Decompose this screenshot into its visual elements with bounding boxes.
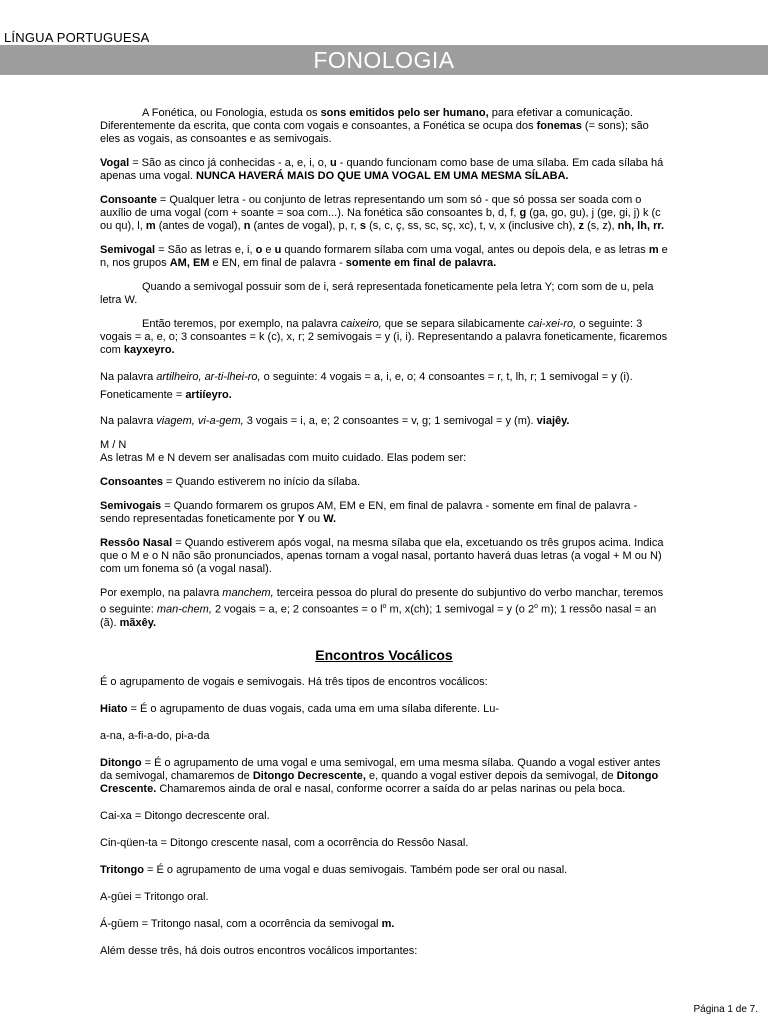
mn-text: As letras M e N devem ser analisadas com muito cuidado. Elas podem ser: <box>100 452 467 464</box>
artilheiro-example: Na palavra artilheiro, ar-ti-lhei-ro, o seguinte: 4 vogais = a, i, e, o; 4 consoantes = r, t, lh, r; 1 semivogal = y (i). Foneticamente = artiíeyro. <box>100 371 633 401</box>
ditongo-example-2: Cin-qüen-ta = Ditongo crescente nasal, com a ocorrência do Ressôo Nasal. <box>100 836 469 849</box>
hiato-definition: Hiato = É o agrupamento de duas vogais, cada uma em uma sílaba diferente. Lu- <box>100 702 499 715</box>
semivogal-note: Quando a semivogal possuir som de i, será representada foneticamente pela letra Y; com som de u, pela letra W. <box>100 281 654 306</box>
consoante-definition: Consoante = Qualquer letra - ou conjunto de letras representando um som só - que só possa ser soada com o auxílio de uma vogal (com + soante = soa com...). Na fonética são consoantes b, d, f, g (ga, go, gu), j (ge, gi, j) k (c ou qu), l, m (antes de vogal), n (antes de vogal), p, r, s (s, c, ç, ss, sc, sç, xc), t, v, x (inclusive ch), z (s, z), nh, lh, rr. <box>100 194 665 232</box>
semivogal-definition: Semivogal = São as letras e, i, o e u quando formarem sílaba com uma vogal, antes ou depois dela, e as letras m e n, nos grupos AM, EM e EN, em final de palavra - somente em final de palavra. <box>100 244 668 269</box>
encontros-intro: É o agrupamento de vogais e semivogais. Há três tipos de encontros vocálicos: <box>100 675 488 688</box>
subject-header: LÍNGUA PORTUGUESA <box>4 30 150 45</box>
ressoo-nasal: Ressôo Nasal = Quando estiverem após vogal, na mesma sílaba que ela, excetuando os três grupos acima. Indica que o M e o N não são pronunciados, apenas tornam a vogal nasal, portanto haverá duas letras (a vogal + M ou N) com um fonema só (a vogal nasal). <box>100 537 664 575</box>
vogal-definition: Vogal = São as cinco já conhecidas - a, e, i, o, u - quando funcionam como base de uma sílaba. Em cada sílaba há apenas uma vogal. NUNCA HAVERÁ MAIS DO QUE UMA VOGAL EM UMA MESMA SÍLABA. <box>100 157 664 182</box>
tritongo-example-1: A-gūei = Tritongo oral. <box>100 890 209 903</box>
caixeiro-example: Então teremos, por exemplo, na palavra caixeiro, que se separa silabicamente cai-xei-ro, o seguinte: 3 vogais = a, e, o; 3 consoantes = k (c), x, r; 2 semivogais = y (i, i). Representando a palavra foneticamente, ficaremos com kayxeyro. <box>100 318 668 356</box>
ditongo-example-1: Cai-xa = Ditongo decrescente oral. <box>100 809 270 822</box>
semivogais-mn: Semivogais = Quando formarem os grupos AM, EM e EN, em final de palavra - somente em final de palavra - sendo representadas foneticamente por Y ou W. <box>100 500 638 525</box>
mn-title: M / N <box>100 439 127 451</box>
tritongo-definition: Tritongo = É o agrupamento de uma vogal e duas semivogais. Também pode ser oral ou nasal. <box>100 863 568 876</box>
viagem-example: Na palavra viagem, vi-a-gem, 3 vogais = i, a, e; 2 consoantes = v, g; 1 semivogal = y (m). viajêy. <box>100 415 570 427</box>
document-body <box>100 107 668 958</box>
encontros-heading: Encontros Vocálicos <box>315 646 453 663</box>
intro-paragraph: A Fonética, ou Fonologia, estuda os sons emitidos pelo ser humano, para efetivar a comunicação. Diferentemente da escrita, que conta com vogais e consoantes, a Fonética se ocupa dos fonemas (= sons); são eles as vogais, as consoantes e as semivogais. <box>100 107 649 145</box>
consoantes-mn: Consoantes = Quando estiverem no início da sílaba. <box>100 476 361 488</box>
ditongo-definition: Ditongo = É o agrupamento de uma vogal e uma semivogal, em uma mesma sílaba. Quando a vogal estiver antes da semivogal, chamaremos de Ditongo Decrescente, e, quando a vogal estiver depois da semivogal, de Ditongo Crescente. Chamaremos ainda de oral e nasal, conforme ocorrer a saída do ar pelas narinas ou pela boca. <box>100 756 661 795</box>
page-title-bar <box>0 45 768 75</box>
hiato-example: a-na, a-fi-a-do, pi-a-da <box>100 729 210 742</box>
manchem-example: Por exemplo, na palavra manchem, terceira pessoa do plural do presente do subjuntivo do verbo manchar, teremos o seguinte: man-chem, 2 vogais = a, e; 2 consoantes = o $l^o$ m, x(ch); 1 semivogal = y (o 2$^o$ m); 1 ressôo nasal = an (ã). mãxêy. <box>100 587 664 629</box>
closing-line: Além desse três, há dois outros encontros vocálicos importantes: <box>100 944 418 957</box>
tritongo-example-2: Á-gūem = Tritongo nasal, com a ocorrência da semivogal m. <box>100 917 395 930</box>
page-title: FONOLOGIA <box>313 46 455 73</box>
page-number: Página 1 de 7. <box>693 1004 758 1015</box>
